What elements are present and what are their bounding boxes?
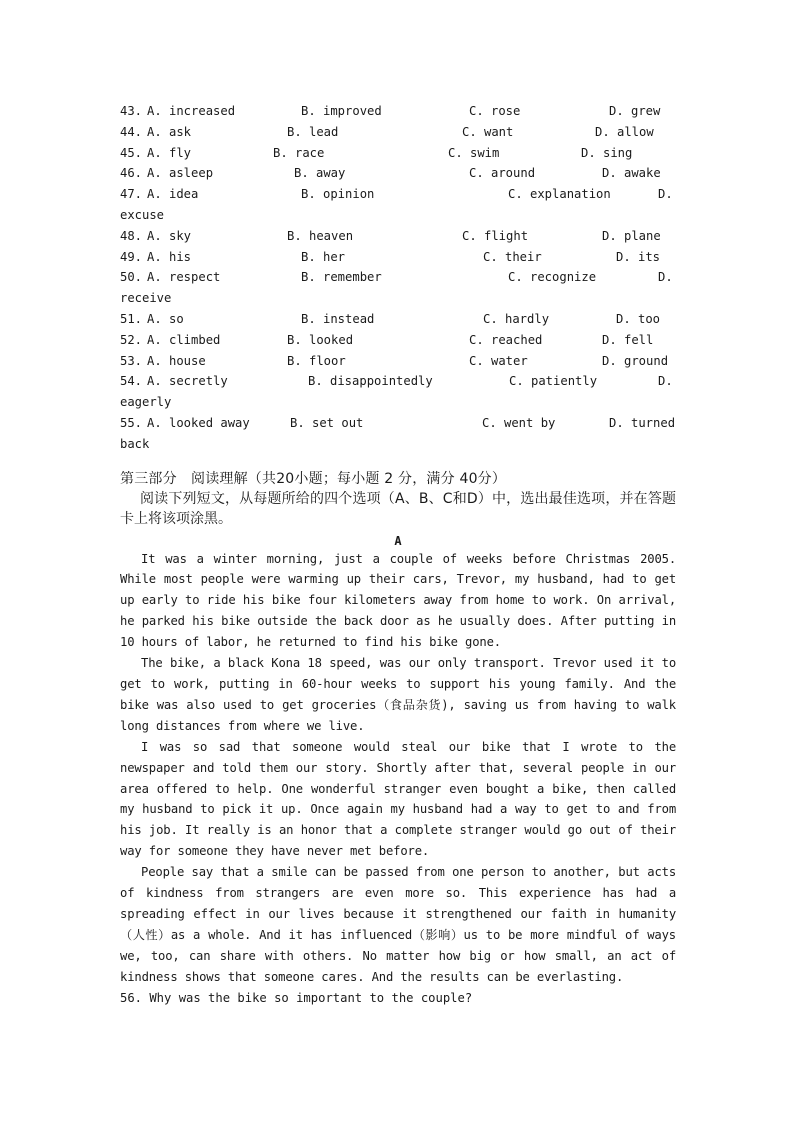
option-b: B. her: [301, 249, 346, 264]
option-c: C. want: [462, 124, 514, 139]
option-a: A. increased: [147, 104, 236, 118]
question-56: 56. Why was the bike so important to the couple?: [120, 990, 473, 1005]
passage-paragraph-2: The bike, a black Kona 18 speed, was our only transport. Trevor used it to get to work, putting in 60-hour weeks to support his young family. And the bike was also used to get groceries（食品杂货), saving us from having to walk long distances from where we live.: [120, 656, 676, 733]
section-title: 第三部分 阅读理解（共20小题；每小题 2 分，满分 40分）: [120, 470, 507, 487]
option-row: [120, 371, 676, 392]
option-c: C. recognize: [508, 270, 597, 285]
option-row: [120, 267, 676, 288]
option-b: B. heaven: [287, 228, 354, 243]
option-b: B. race: [273, 145, 325, 160]
option-row: [120, 122, 676, 143]
option-c: C. water: [469, 353, 528, 368]
option-d: D. too: [616, 311, 661, 326]
option-a: A. ask: [147, 124, 192, 139]
option-c: C. swim: [448, 145, 500, 160]
option-b: B. away: [294, 166, 346, 181]
option-b: B. instead: [301, 311, 375, 326]
question-number: 43.: [120, 104, 143, 118]
option-row: [120, 351, 676, 372]
option-b: B. remember: [301, 270, 382, 285]
option-d-continuation: excuse: [120, 207, 165, 222]
option-b: B. disappointedly: [308, 374, 433, 389]
option-a: A. sky: [147, 228, 192, 243]
option-b: B. floor: [287, 353, 346, 368]
option-c: C. around: [469, 166, 536, 181]
option-d: D. ground: [602, 353, 669, 368]
option-a: A. house: [147, 353, 206, 368]
option-c: C. rose: [469, 104, 521, 118]
question-number: 44.: [120, 124, 143, 139]
option-b: B. improved: [301, 104, 382, 118]
option-row: [120, 184, 676, 205]
question-number: 46.: [120, 166, 143, 181]
option-d-continuation: back: [120, 436, 150, 451]
option-c: C. their: [483, 249, 542, 264]
option-b: B. lead: [287, 124, 339, 139]
option-row: [120, 413, 676, 434]
question-number: 54.: [120, 374, 143, 389]
option-d: D. awake: [602, 166, 661, 181]
passage-paragraph-1: It was a winter morning, just a couple of weeks before Christmas 2005. While most people were warming up their cars, Trevor, my husband, had to get up early to ride his bike four kilometers away from home to work. On arrival, he parked his bike outside the back door as he usually does. After putting in 10 hours of labor, he returned to find his bike gone.: [120, 551, 676, 650]
option-d: D. its: [616, 249, 661, 264]
option-row: [120, 226, 676, 247]
option-a: A. looked away: [147, 415, 250, 430]
option-a: A. respect: [147, 270, 221, 285]
option-c: C. patiently: [509, 374, 598, 389]
option-d-continuation: receive: [120, 291, 172, 306]
question-number: 49.: [120, 249, 143, 264]
option-d: D. allow: [595, 124, 654, 139]
passage-paragraph-4: People say that a smile can be passed from one person to another, but acts of kindness from strangers are even more so. This experience has had a spreading effect in our lives because it strengthened our faith in humanity（人性）as a whole. And it has influenced（影响）us to be more mindful of ways we, too, can share with others. No matter how big or how small, an act of kindness shows that someone cares. And the results can be everlasting.: [120, 865, 676, 984]
option-c: C. flight: [462, 228, 529, 243]
option-row: [120, 247, 676, 268]
options-list: [120, 101, 676, 455]
question-number: 52.: [120, 332, 143, 347]
option-b: B. set out: [290, 415, 364, 430]
option-a: A. fly: [147, 145, 192, 160]
option-b: B. opinion: [301, 187, 375, 202]
section-instruction: 阅读下列短文，从每题所给的四个选项（A、B、C和D）中，选出最佳选项，并在答题卡上将该项涂黑。: [120, 490, 676, 528]
question-number: 51.: [120, 311, 143, 326]
option-b: B. looked: [287, 332, 354, 347]
option-d: D. plane: [602, 228, 661, 243]
passage-label: A: [394, 533, 402, 548]
option-d: D.: [658, 374, 673, 389]
option-row: [120, 309, 676, 330]
question-number: 48.: [120, 228, 143, 243]
option-a: A. secretly: [147, 374, 228, 389]
option-c: C. hardly: [483, 311, 550, 326]
option-d: D.: [658, 187, 673, 202]
option-d: D.: [658, 270, 673, 285]
option-d: D. fell: [602, 332, 654, 347]
option-a: A. so: [147, 311, 184, 326]
option-a: A. asleep: [147, 166, 214, 181]
passage-paragraph-3: I was so sad that someone would steal our bike that I wrote to the newspaper and told them our story. Shortly after that, several people in our area offered to help. One wonderful stranger even bought a bike, then called my husband to pick it up. Once again my husband had a way to get to and from his job. It really is an honor that a complete stranger would go out of their way for someone they have never met before.: [120, 739, 676, 859]
option-row: [120, 163, 676, 184]
option-row: [120, 101, 676, 122]
option-a: A. climbed: [147, 332, 221, 347]
question-number: 53.: [120, 353, 143, 368]
option-c: C. went by: [482, 415, 556, 430]
question-number: 47.: [120, 187, 143, 202]
option-c: C. reached: [469, 332, 543, 347]
option-d: D. turned: [609, 415, 676, 430]
option-d: D. sing: [581, 145, 633, 160]
option-row: [120, 143, 676, 164]
option-row: [120, 330, 676, 351]
page-content: [120, 101, 676, 1008]
question-number: 45.: [120, 145, 143, 160]
option-c: C. explanation: [508, 187, 611, 202]
option-d-continuation: eagerly: [120, 395, 172, 410]
question-number: 50.: [120, 270, 143, 285]
option-a: A. idea: [147, 187, 199, 202]
option-d: D. grew: [609, 104, 661, 118]
option-a: A. his: [147, 249, 192, 264]
question-number: 55.: [120, 415, 143, 430]
